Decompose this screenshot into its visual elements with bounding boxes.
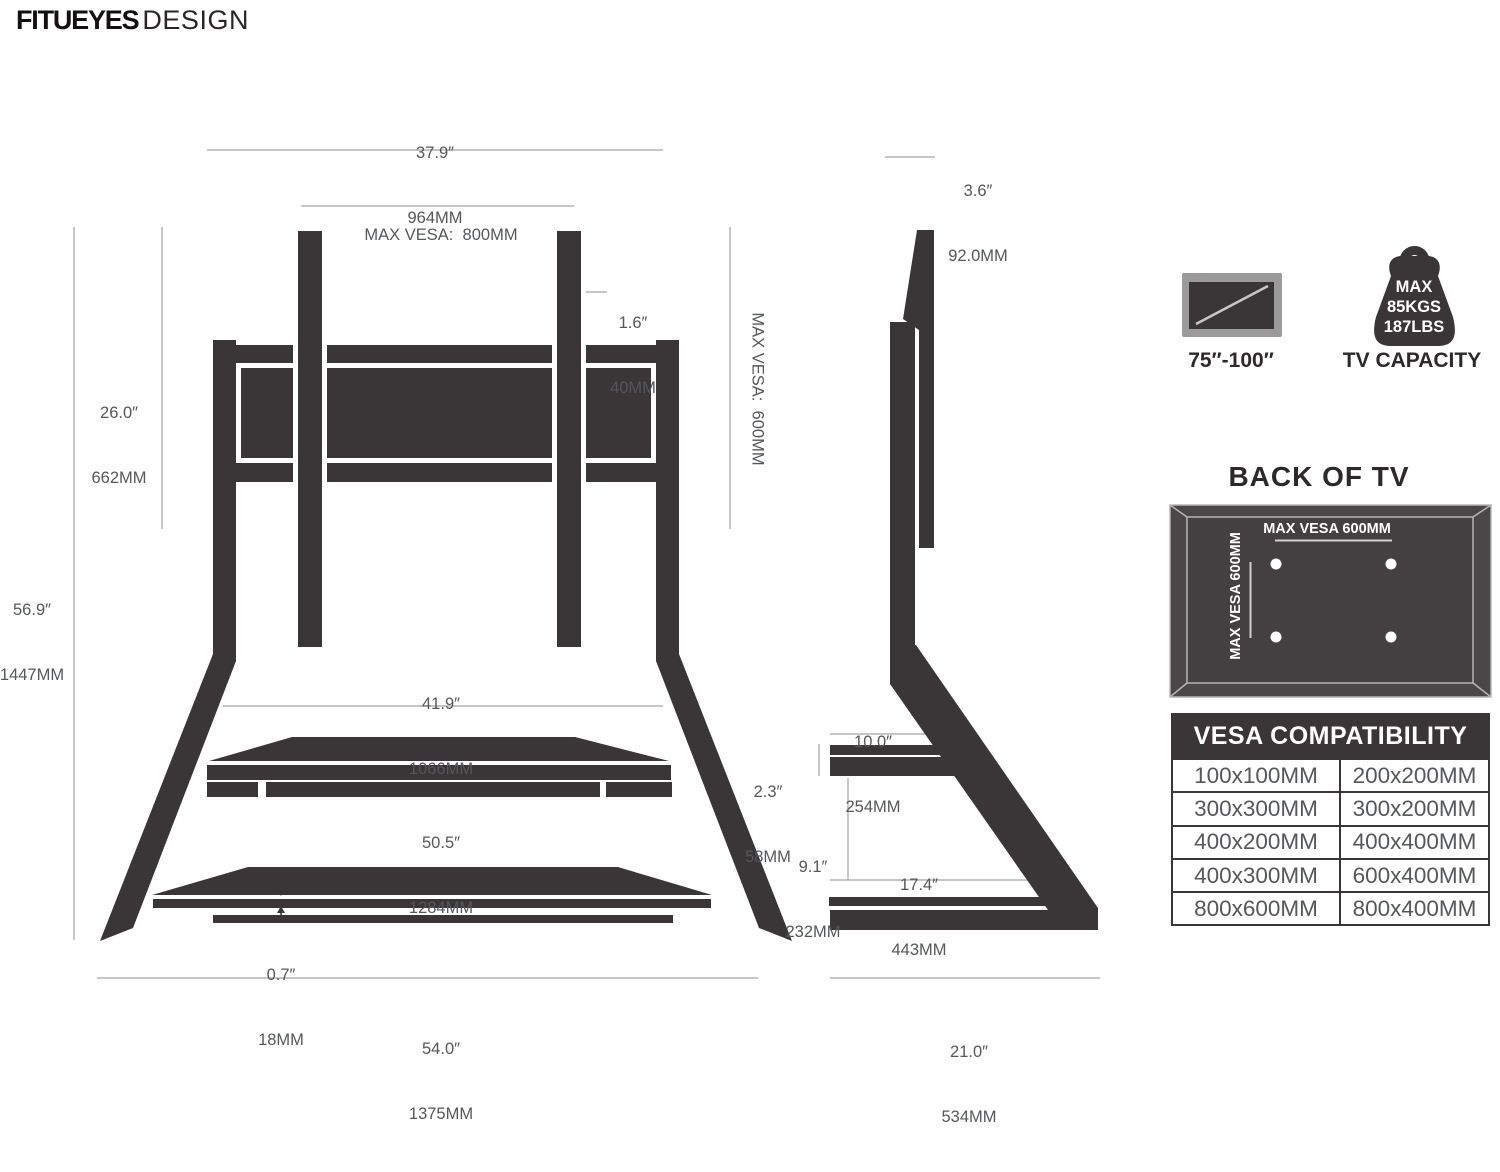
table-cell: 800x600MM — [1194, 895, 1318, 921]
panel-vesa-vertical: MAX VESA 600MM — [1228, 532, 1244, 660]
tv-size-icon — [1182, 273, 1282, 337]
table-cell: 400x300MM — [1194, 862, 1318, 888]
middle-shelf-lip-left — [207, 782, 258, 797]
table-cell: 400x400MM — [1339, 827, 1488, 858]
dim-strap-width: 1.6″ 40MM — [610, 313, 656, 397]
table-cell: 300x200MM — [1339, 793, 1488, 824]
dim-total-height: 56.9″ 1447MM — [0, 600, 65, 684]
dim-max-vesa-height: MAX VESA: 600MM — [748, 312, 767, 466]
dim-bottom-shelf-width: 50.5″ 1284MM — [408, 833, 474, 917]
table-row — [1173, 858, 1488, 891]
vesa-table-title: VESA COMPATIBILITY — [1173, 715, 1488, 758]
tv-size-label: 75″-100″ — [1188, 349, 1274, 372]
middle-shelf-lip-right — [606, 782, 672, 797]
left-vesa-strap — [298, 231, 322, 647]
dim-shelf-width: 41.9″ 1066MM — [408, 694, 474, 778]
table-cell: 800x400MM — [1339, 893, 1488, 924]
vesa-compatibility-table — [1171, 713, 1490, 926]
dim-max-vesa-width: MAX VESA: 800MM — [364, 225, 518, 244]
table-cell: 200x200MM — [1339, 760, 1488, 791]
capacity-values: MAX 85KGS 187LBS — [1383, 278, 1445, 336]
dim-mount-height: 26.0″ 662MM — [91, 403, 147, 487]
table-cell: 400x200MM — [1194, 829, 1318, 855]
dim-pole-depth: 3.6″ 92.0MM — [948, 181, 1008, 265]
table-row — [1173, 825, 1488, 858]
table-row — [1173, 891, 1488, 924]
table-cell: 100x100MM — [1194, 762, 1318, 788]
brand-suffix: DESIGN — [142, 5, 249, 35]
back-of-tv-title: BACK OF TV — [1228, 461, 1410, 492]
dim-base-depth: 21.0″ 534MM — [941, 1042, 997, 1126]
table-row — [1173, 758, 1488, 791]
brand-logo — [16, 5, 249, 36]
dim-side-shelf-height: 9.1″ 232MM — [785, 857, 841, 941]
dim-side-shelf-thickness: 2.3″ 58MM — [745, 782, 791, 866]
side-floor-base — [830, 910, 1098, 930]
dim-front-top-width: 37.9″ 964MM — [407, 143, 463, 227]
panel-vesa-horizontal: MAX VESA 600MM — [1263, 521, 1391, 537]
side-pole — [890, 322, 915, 645]
brand-name: FITUEYES — [16, 5, 139, 35]
right-vesa-strap — [557, 231, 581, 647]
tv-capacity-label: TV CAPACITY — [1342, 349, 1482, 372]
dim-base-width: 54.0″ 1375MM — [408, 1039, 474, 1123]
dim-base-inner-depth: 17.4″ 443MM — [891, 875, 947, 959]
dim-shelf-thickness: 0.7″ 18MM — [258, 965, 304, 1049]
table-row — [1173, 791, 1488, 824]
table-cell: 600x400MM — [1339, 860, 1488, 891]
table-cell: 300x300MM — [1194, 795, 1318, 821]
dim-side-shelf-depth: 10.0″ 254MM — [845, 732, 901, 816]
